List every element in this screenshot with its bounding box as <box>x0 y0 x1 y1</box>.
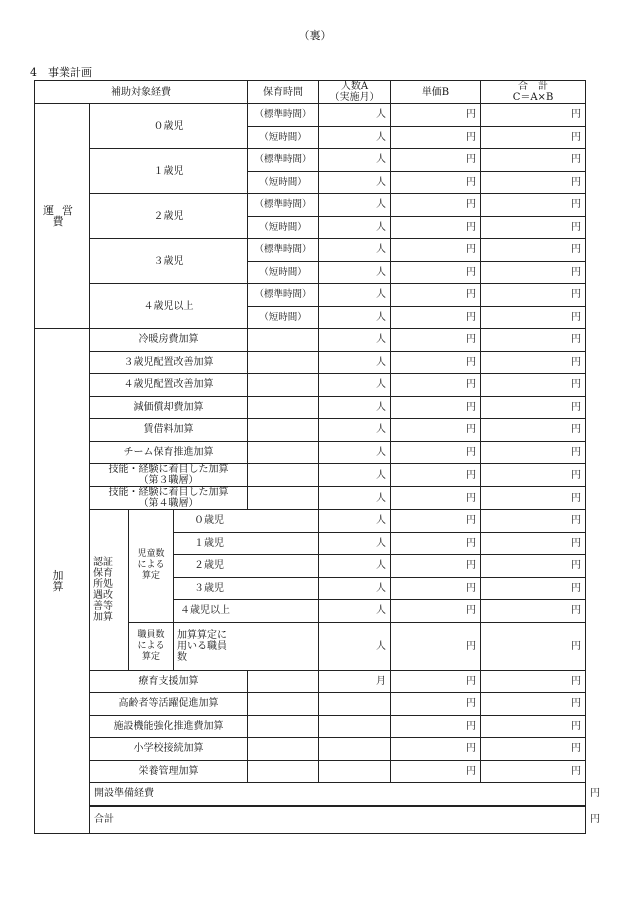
certified-label-line: 保育 <box>93 567 113 579</box>
unit-price-cell[interactable]: 円 <box>391 306 481 329</box>
table-row: 開設準備経費 円 <box>35 783 586 806</box>
table-row <box>35 441 586 464</box>
by-children-label <box>129 510 174 623</box>
certified-label-line: 所処 <box>93 578 113 590</box>
certified-label-line: 善等 <box>93 600 113 612</box>
unit-price-cell[interactable]: 円 <box>391 487 481 510</box>
hours-standard: （標準時間） <box>248 194 319 217</box>
by-staff-line: 算定 <box>141 651 160 662</box>
age-label: ３歳児 <box>90 239 248 284</box>
by-children-line: 算定 <box>141 571 160 582</box>
hours-short: （短時間） <box>248 126 319 149</box>
count-cell[interactable]: 人 <box>319 261 391 284</box>
staff-count-line: 用いる職員 <box>177 640 227 652</box>
table-row <box>35 670 586 693</box>
addition-item-label: チーム保育推進加算 <box>90 441 248 464</box>
skill-level3-line2: （第３職層） <box>138 475 199 486</box>
header-count-line1: 人数A <box>340 81 369 92</box>
total-cell[interactable]: 円 <box>481 261 586 284</box>
unit-price-cell[interactable]: 円 <box>391 600 481 623</box>
hours-cell <box>248 374 319 397</box>
count-cell[interactable]: 人 <box>319 284 391 307</box>
hours-cell <box>248 464 319 487</box>
total-cell[interactable]: 円 <box>481 194 586 217</box>
certified-label-line: 遇改 <box>93 589 113 601</box>
staff-count-line: 数 <box>177 651 187 663</box>
total-cell[interactable]: 円 <box>481 577 586 600</box>
count-cell[interactable] <box>319 738 391 761</box>
unit-price-cell[interactable]: 円 <box>391 216 481 239</box>
hours-cell <box>248 351 319 374</box>
header-total-line1: 合 計 <box>518 81 548 92</box>
table-row <box>35 284 586 307</box>
count-cell[interactable]: 人 <box>319 555 391 578</box>
total-cell[interactable]: 円 <box>481 760 586 783</box>
header-count <box>319 81 391 104</box>
total-cell[interactable]: 円 <box>481 555 586 578</box>
header-total <box>481 81 586 104</box>
count-cell[interactable]: 月 <box>319 670 391 693</box>
hours-short: （短時間） <box>248 261 319 284</box>
total-cell[interactable]: 円 <box>481 374 586 397</box>
total-cell[interactable]: 円 <box>481 306 586 329</box>
total-cell[interactable]: 円 <box>481 329 586 352</box>
age-label: １歳児 <box>90 149 248 194</box>
table-row <box>35 374 586 397</box>
unit-price-cell[interactable]: 円 <box>391 171 481 194</box>
section-number: 4 <box>30 66 37 79</box>
total-cell[interactable]: 円 <box>481 441 586 464</box>
count-cell[interactable]: 人 <box>319 351 391 374</box>
hours-cell <box>248 487 319 510</box>
unit-price-cell[interactable]: 円 <box>391 510 481 533</box>
unit-price-cell[interactable]: 円 <box>391 104 481 127</box>
header-target: 補助対象経費 <box>35 81 248 104</box>
total-cell[interactable]: 円 <box>481 419 586 442</box>
hours-standard: （標準時間） <box>248 104 319 127</box>
unit-price-cell[interactable]: 円 <box>391 738 481 761</box>
unit-price-cell[interactable]: 円 <box>391 693 481 716</box>
hours-cell <box>248 693 319 716</box>
unit-price-cell[interactable]: 円 <box>391 622 481 670</box>
hours-cell <box>248 329 319 352</box>
therapy-support-label: 療育支援加算 <box>90 670 248 693</box>
table-row <box>35 396 586 419</box>
header-count-line2: （実施月） <box>329 92 380 103</box>
total-cell[interactable]: 円 <box>481 149 586 172</box>
by-children-line: による <box>137 560 165 571</box>
unit-price-cell[interactable]: 円 <box>391 194 481 217</box>
header-unit-price: 単価B <box>391 81 481 104</box>
total-cell[interactable]: 円 <box>481 693 586 716</box>
count-cell[interactable]: 人 <box>319 104 391 127</box>
count-cell[interactable]: 人 <box>319 419 391 442</box>
skill-level4-label <box>90 487 248 510</box>
page-title: （裏） <box>298 29 332 42</box>
hours-cell <box>248 760 319 783</box>
preparation-cost-label: 開設準備経費 <box>90 783 586 806</box>
unit-price-cell[interactable]: 円 <box>391 441 481 464</box>
table-row <box>35 510 586 533</box>
unit-price-cell[interactable]: 円 <box>391 149 481 172</box>
table-row <box>35 329 586 352</box>
count-cell[interactable]: 人 <box>319 149 391 172</box>
table-row <box>35 149 586 172</box>
unit-price-cell[interactable]: 円 <box>391 329 481 352</box>
table-row <box>35 194 586 217</box>
unit-price-cell[interactable]: 円 <box>391 374 481 397</box>
unit-price-cell[interactable]: 円 <box>391 464 481 487</box>
addition-item-label: 高齢者等活躍促進加算 <box>90 693 248 716</box>
count-cell[interactable]: 人 <box>319 396 391 419</box>
addition-item-label: 賃借料加算 <box>90 419 248 442</box>
table-row <box>35 239 586 262</box>
count-cell[interactable]: 人 <box>319 126 391 149</box>
total-cell[interactable]: 円 <box>481 670 586 693</box>
unit-price-cell[interactable]: 円 <box>391 555 481 578</box>
unit-price-cell[interactable]: 円 <box>391 760 481 783</box>
count-cell[interactable]: 人 <box>319 374 391 397</box>
table-row <box>35 760 586 783</box>
count-cell[interactable]: 人 <box>319 532 391 555</box>
grand-total-label: 合計 <box>90 806 586 834</box>
total-cell[interactable]: 円 <box>481 239 586 262</box>
count-cell[interactable]: 人 <box>319 600 391 623</box>
count-cell[interactable]: 人 <box>319 510 391 533</box>
unit-price-cell[interactable]: 円 <box>391 419 481 442</box>
hours-cell <box>248 738 319 761</box>
total-cell[interactable]: 円 <box>481 351 586 374</box>
child-age-label: ３歳児 <box>174 577 319 600</box>
hours-cell <box>248 419 319 442</box>
table-row <box>35 104 586 127</box>
by-staff-line: 職員数 <box>137 629 165 640</box>
hours-short: （短時間） <box>248 306 319 329</box>
count-cell[interactable]: 人 <box>319 306 391 329</box>
hours-standard: （標準時間） <box>248 239 319 262</box>
hours-cell <box>248 396 319 419</box>
addition-item-label: 減価償却費加算 <box>90 396 248 419</box>
operating-label: 運営費 <box>35 104 90 329</box>
count-cell[interactable]: 人 <box>319 441 391 464</box>
addition-item-label: 施設機能強化推進費加算 <box>90 715 248 738</box>
count-cell[interactable]: 人 <box>319 239 391 262</box>
count-cell[interactable]: 人 <box>319 216 391 239</box>
age-label: ２歳児 <box>90 194 248 239</box>
count-cell[interactable]: 人 <box>319 329 391 352</box>
total-cell[interactable]: 円 <box>481 104 586 127</box>
table-row <box>35 464 586 487</box>
staff-count-label <box>174 622 319 670</box>
header-hours: 保育時間 <box>248 81 319 104</box>
unit-price-cell[interactable]: 円 <box>391 261 481 284</box>
unit-price-cell[interactable]: 円 <box>391 351 481 374</box>
total-cell[interactable]: 円 <box>481 464 586 487</box>
child-age-label: １歳児 <box>174 532 319 555</box>
addition-item-label: 小学校接続加算 <box>90 738 248 761</box>
hours-short: （短時間） <box>248 216 319 239</box>
unit-price-cell[interactable]: 円 <box>391 532 481 555</box>
table-row <box>35 419 586 442</box>
total-cell[interactable]: 円 <box>481 216 586 239</box>
count-cell[interactable]: 人 <box>319 171 391 194</box>
hours-cell <box>248 715 319 738</box>
child-age-label: ０歳児 <box>174 510 319 533</box>
count-cell[interactable]: 人 <box>319 487 391 510</box>
table-row <box>35 738 586 761</box>
section-heading <box>30 64 92 80</box>
total-cell[interactable]: 円 <box>481 487 586 510</box>
unit-price-cell[interactable]: 円 <box>391 577 481 600</box>
addition-label: 加 算 <box>35 329 90 834</box>
header-row <box>35 81 586 104</box>
table-row <box>35 693 586 716</box>
hours-standard: （標準時間） <box>248 149 319 172</box>
child-age-label: ２歳児 <box>174 555 319 578</box>
unit-price-cell[interactable]: 円 <box>391 239 481 262</box>
business-plan-table <box>34 80 600 834</box>
total-cell[interactable]: 円 <box>481 126 586 149</box>
skill-level3-line1: 技能・経験に着目した加算 <box>108 464 229 475</box>
table-row <box>35 487 586 510</box>
table-row <box>35 351 586 374</box>
staff-count-line: 加算算定に <box>177 629 227 641</box>
hours-cell <box>248 670 319 693</box>
hours-short: （短時間） <box>248 171 319 194</box>
hours-standard: （標準時間） <box>248 284 319 307</box>
certified-label-line: 認証 <box>93 556 113 568</box>
addition-item-label: ３歳児配置改善加算 <box>90 351 248 374</box>
table-row <box>35 715 586 738</box>
total-cell[interactable]: 円 <box>481 532 586 555</box>
total-cell[interactable]: 円 <box>481 171 586 194</box>
section-title: 事業計画 <box>48 66 92 79</box>
addition-item-label: ４歳児配置改善加算 <box>90 374 248 397</box>
count-cell[interactable] <box>319 693 391 716</box>
total-cell[interactable]: 円 <box>481 715 586 738</box>
skill-level4-line1: 技能・経験に着目した加算 <box>108 487 229 498</box>
child-age-label: ４歳児以上 <box>174 600 319 623</box>
certified-label-line: 加算 <box>93 611 113 623</box>
total-cell[interactable]: 円 <box>481 284 586 307</box>
total-cell[interactable]: 円 <box>481 396 586 419</box>
unit-price-cell[interactable]: 円 <box>391 284 481 307</box>
total-cell[interactable]: 円 <box>481 738 586 761</box>
age-label: ０歳児 <box>90 104 248 149</box>
count-cell[interactable]: 人 <box>319 577 391 600</box>
count-cell[interactable] <box>319 715 391 738</box>
addition-item-label: 栄養管理加算 <box>90 760 248 783</box>
table-row: 合計 円 <box>35 806 586 834</box>
unit-price-cell[interactable]: 円 <box>391 670 481 693</box>
unit-price-cell[interactable]: 円 <box>391 396 481 419</box>
count-cell[interactable]: 人 <box>319 464 391 487</box>
count-cell[interactable] <box>319 760 391 783</box>
addition-item-label: 冷暖房費加算 <box>90 329 248 352</box>
header-total-line2: C＝A×B <box>512 92 554 103</box>
skill-level3-label <box>90 464 248 487</box>
total-cell[interactable]: 円 <box>481 622 586 670</box>
skill-level4-line2: （第４職層） <box>138 498 199 509</box>
age-label: ４歳児以上 <box>90 284 248 329</box>
count-cell[interactable]: 人 <box>319 194 391 217</box>
hours-cell <box>248 441 319 464</box>
certified-improvement-label <box>90 510 129 671</box>
count-cell[interactable]: 人 <box>319 622 391 670</box>
total-cell[interactable]: 円 <box>481 600 586 623</box>
by-children-line: 児童数 <box>137 549 165 560</box>
by-staff-line: による <box>137 640 165 651</box>
unit-price-cell[interactable]: 円 <box>391 126 481 149</box>
unit-price-cell[interactable]: 円 <box>391 715 481 738</box>
by-staff-label <box>129 622 174 670</box>
total-cell[interactable]: 円 <box>481 510 586 533</box>
